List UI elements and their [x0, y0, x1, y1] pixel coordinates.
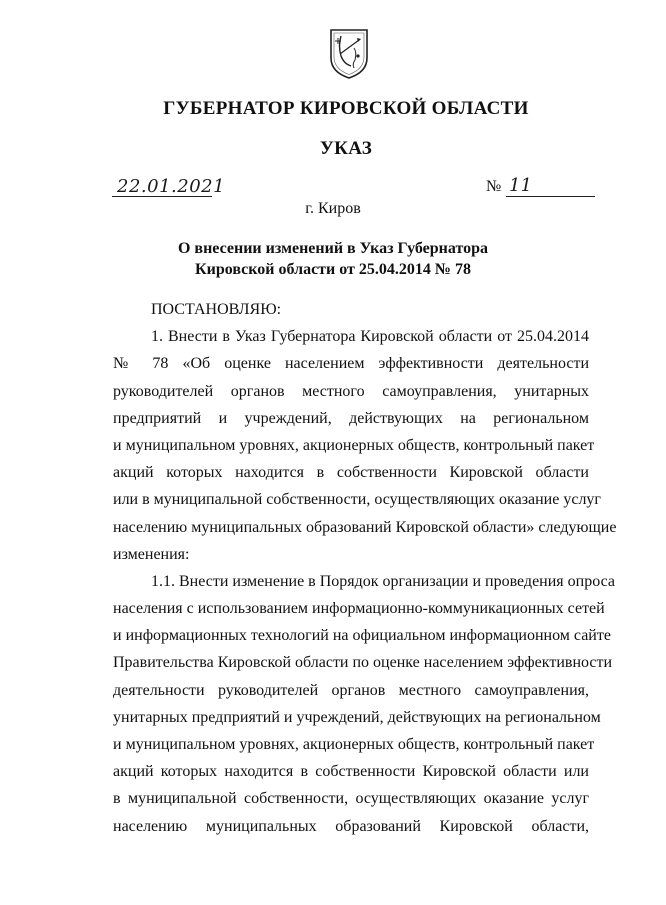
document-body: [113, 296, 617, 840]
body-line: унитарных предприятий и учреждений, действующих на региональном: [113, 708, 601, 726]
date-underline: [112, 196, 212, 197]
body-line: и информационных технологий на официальном информационном сайте: [113, 627, 611, 645]
body-line: или в муниципальной собственности, осуществляющих оказание услуг: [113, 491, 601, 509]
document-type-title: УКАЗ: [319, 138, 373, 159]
number-label: №: [486, 178, 502, 195]
body-line: и муниципальном уровнях, акционерных обществ, контрольный пакет: [113, 736, 595, 753]
svg-text:11: 11: [509, 175, 532, 196]
body-line: предприятий и учреждений, действующих на региональном: [113, 409, 589, 427]
body-line: № 78 «Об оценке населением эффективности деятельности: [113, 355, 589, 373]
svg-text:22.01.2021: 22.01.2021: [117, 176, 226, 197]
document-subject: [0, 238, 640, 280]
city-label: г. Киров: [305, 200, 361, 217]
number-underline: [506, 196, 595, 197]
subject-line: Кировской области от 25.04.2014 № 78: [195, 261, 471, 278]
authority-title: ГУБЕРНАТОР КИРОВСКОЙ ОБЛАСТИ: [163, 98, 529, 119]
body-line: акций которых находится в собственности Кировской области или: [113, 763, 589, 781]
body-line: руководителей органов местного самоуправления, унитарных: [113, 382, 589, 400]
resolve-heading: ПОСТАНОВЛЯЮ:: [151, 301, 282, 318]
body-line: деятельности руководителей органов местного самоуправления,: [113, 681, 589, 699]
body-line: изменения:: [113, 545, 190, 563]
body-line: в муниципальной собственности, осуществляющих оказание услуг: [113, 790, 589, 808]
kirov-coat-of-arms-icon: [327, 24, 371, 80]
body-line: Правительства Кировской области по оценке населением эффективности: [113, 654, 613, 672]
body-line: населению муниципальных образований Кировской области» следующие: [113, 518, 617, 536]
body-line: и муниципальном уровнях, акционерных обществ, контрольный пакет: [113, 436, 595, 454]
subject-line: О внесении изменений в Указ Губернатора: [177, 240, 489, 257]
handwritten-number: [507, 172, 537, 196]
body-line: акций которых находится в собственности Кировской области: [113, 464, 589, 482]
handwritten-date: [115, 173, 226, 197]
body-line: населению муниципальных образований Кировской области,: [113, 817, 589, 835]
body-line: 1.1. Внести изменение в Порядок организации и проведения опроса: [151, 572, 616, 590]
body-line: 1. Внести в Указ Губернатора Кировской области от 25.04.2014: [151, 328, 589, 346]
body-line: населения с использованием информационно-коммуникационных сетей: [113, 600, 605, 618]
